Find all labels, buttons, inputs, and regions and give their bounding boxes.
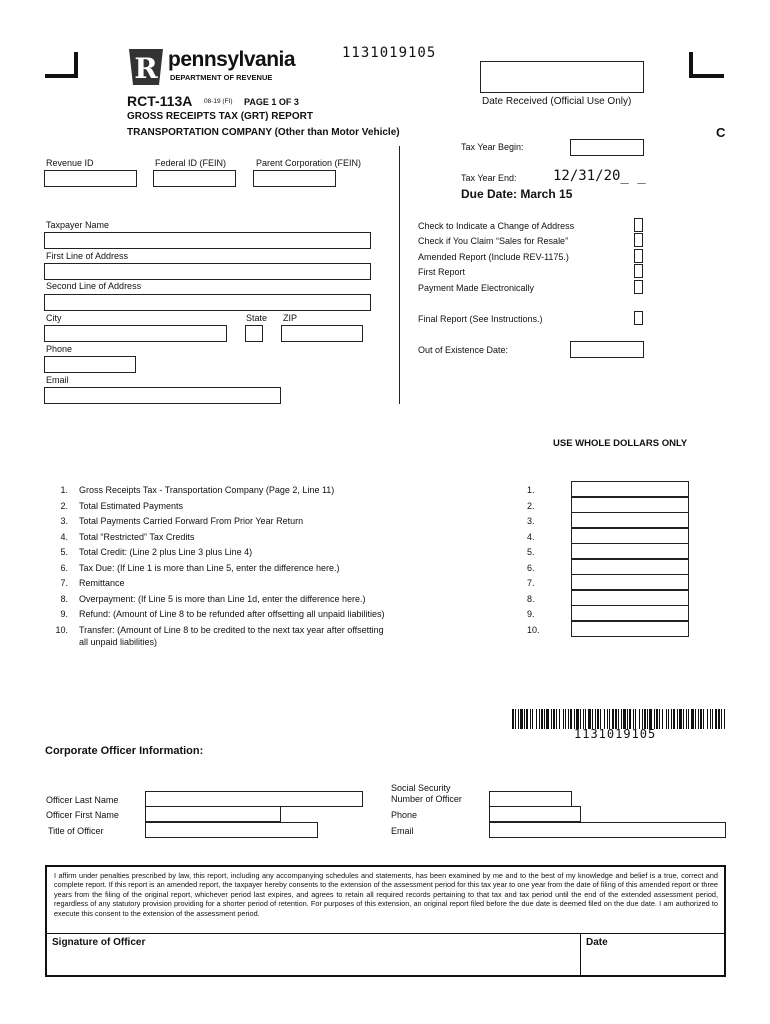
line-number: 5. xyxy=(60,547,68,557)
line-description: Total Payments Carried Forward From Prior Year Return xyxy=(79,516,304,526)
line-number: 6. xyxy=(60,562,68,573)
barcode-bar xyxy=(627,709,628,729)
date-field[interactable] xyxy=(583,951,722,973)
officer-last-label: Officer Last Name xyxy=(46,795,119,805)
barcode-number: 1131019105 xyxy=(574,727,657,741)
address2-input[interactable] xyxy=(44,294,371,311)
barcode-bar xyxy=(686,709,687,729)
taxpayer-name-input[interactable] xyxy=(44,232,371,249)
barcode-bar xyxy=(623,709,626,729)
tax-year-begin-label: Tax Year Begin: xyxy=(461,142,524,152)
line-description: Total Credit: (Line 2 plus Line 3 plus Line 4) xyxy=(79,547,253,557)
date-label: Date xyxy=(586,937,608,948)
section-divider xyxy=(399,146,400,404)
line-number-right: 10. xyxy=(527,624,540,635)
form-revision: 08-19 (FI) xyxy=(204,98,233,105)
phone-input[interactable] xyxy=(44,356,136,373)
parent-corp-input[interactable] xyxy=(253,170,336,187)
address1-label: First Line of Address xyxy=(46,251,129,261)
barcode-bar xyxy=(639,709,640,729)
address1-input[interactable] xyxy=(44,263,371,280)
barcode-bar xyxy=(512,709,514,729)
line-number-right: 4. xyxy=(527,531,535,542)
fein-label: Federal ID (FEIN) xyxy=(155,158,227,168)
line-number-right: 3. xyxy=(527,516,535,526)
line-amount-input[interactable] xyxy=(571,605,689,621)
barcode-bar xyxy=(588,709,591,729)
affirmation-signature-block xyxy=(45,865,726,977)
line-number: 9. xyxy=(60,609,68,619)
state-label: State xyxy=(246,313,268,323)
officer-heading: Corporate Officer Information: xyxy=(45,745,204,757)
checkbox-sales-resale[interactable] xyxy=(634,233,643,247)
address2-label: Second Line of Address xyxy=(46,281,142,291)
line-number-right: 1. xyxy=(527,485,535,495)
tax-year-end-value: 12/31/20_ _ xyxy=(553,168,646,184)
checkbox-amended[interactable] xyxy=(634,249,643,263)
officer-email-input[interactable] xyxy=(489,822,726,838)
ssn-input[interactable] xyxy=(489,791,572,807)
barcode-bar xyxy=(633,709,634,729)
barcode-bar xyxy=(530,709,531,729)
barcode-bar xyxy=(546,709,549,729)
barcode-bar xyxy=(580,709,581,729)
line-description: Overpayment: (If Line 5 is more than Line 1d, enter the difference here.) xyxy=(79,593,366,604)
checkbox-first-report[interactable] xyxy=(634,264,643,278)
officer-first-label: Officer First Name xyxy=(46,810,119,820)
barcode-bar xyxy=(683,709,684,729)
city-input[interactable] xyxy=(44,325,227,342)
barcode-bar xyxy=(563,709,564,729)
line-number-right: 8. xyxy=(527,593,535,604)
line-description: Remittance xyxy=(79,578,125,588)
officer-first-input[interactable] xyxy=(145,806,281,822)
line-description: Total Estimated Payments xyxy=(79,500,184,511)
affirmation-divider xyxy=(47,933,724,934)
line-amount-input[interactable] xyxy=(571,528,689,544)
email-label: Email xyxy=(46,375,69,385)
barcode-bar xyxy=(710,709,711,729)
line-number-right: 5. xyxy=(527,547,535,557)
barcode-bar xyxy=(541,709,543,729)
zip-label: ZIP xyxy=(283,313,298,323)
barcode-bar xyxy=(654,709,655,729)
final-report-label: Final Report (See Instructions.) xyxy=(418,314,543,324)
barcode-bar xyxy=(600,709,601,729)
corner-mark-left xyxy=(45,52,78,78)
line-number: 2. xyxy=(60,500,68,511)
line-amount-input[interactable] xyxy=(571,590,689,606)
line-description: Gross Receipts Tax - Transportation Company (Page 2, Line 11) xyxy=(79,485,335,495)
signature-date-divider xyxy=(580,933,581,975)
line-amount-input[interactable] xyxy=(571,512,689,528)
barcode-bar xyxy=(698,709,699,729)
line-description: Transfer: (Amount of Line 8 to be credited to the next tax year after offsetting xyxy=(79,624,384,635)
barcode-bar xyxy=(583,709,584,729)
check-label-amended: Amended Report (Include REV-1175.) xyxy=(418,252,569,262)
line-amount-input[interactable] xyxy=(571,574,689,590)
form-id: RCT-113A xyxy=(127,93,193,109)
line-number: 10. xyxy=(55,624,68,635)
barcode-bar xyxy=(597,709,599,729)
document-number: 1131019105 xyxy=(342,45,437,61)
officer-title-label: Title of Officer xyxy=(48,826,104,836)
check-label-electronic: Payment Made Electronically xyxy=(418,283,535,293)
barcode-bar xyxy=(656,709,658,729)
parent-corp-label: Parent Corporation (FEIN) xyxy=(256,158,362,168)
checkbox-address-change[interactable] xyxy=(634,218,643,232)
affirmation-text: I affirm under penalties prescribed by law, this report, including any accompanying schedules and statements, has been examined by me and to the best of my knowledge and belief is a true, correct and complete report. If this report is an amended report, the taxpayer hereby consents to the extension of the assessment period for this tax year to one year from the date of filing of this amended report or three years from the filing of the original report, whichever period last expires, and agrees to retain all required records pertaining to that tax and tax period until the end of the extended assessment period, regardless of any statutory provision providing for a shorter period of retention. For purposes of this extension, an original report filed before the due date is deemed filed on the due date. I am authorized to execute this consent to the extension of the assessment period. xyxy=(54,871,718,918)
city-label: City xyxy=(46,313,62,323)
line-amount-input[interactable] xyxy=(571,621,689,637)
phone-label: Phone xyxy=(46,344,73,354)
state-input[interactable] xyxy=(245,325,263,342)
due-date: Due Date: March 15 xyxy=(461,187,573,201)
line-number-right: 7. xyxy=(527,578,535,588)
zip-input[interactable] xyxy=(281,325,363,342)
barcode-bar xyxy=(556,709,557,729)
barcode-bar xyxy=(679,709,682,729)
checkbox-final-report[interactable] xyxy=(634,311,643,325)
barcode-bar xyxy=(568,709,569,729)
line-number: 1. xyxy=(60,485,68,495)
tax-year-end-label: Tax Year End: xyxy=(461,173,517,183)
barcode-bar xyxy=(688,709,689,729)
check-label-address-change: Check to Indicate a Change of Address xyxy=(418,221,575,231)
barcode-bar xyxy=(715,709,717,729)
barcode-bar xyxy=(595,709,596,729)
barcode-bar xyxy=(615,709,617,729)
date-received-label: Date Received (Official Use Only) xyxy=(482,96,632,107)
check-label-sales-resale: Check if You Claim “Sales for Resale” xyxy=(418,236,569,246)
barcode-bar xyxy=(673,709,675,729)
keystone-logo xyxy=(127,47,165,87)
barcode-bar xyxy=(662,709,663,729)
line-number-right: 6. xyxy=(527,562,535,573)
svg-text:R: R xyxy=(134,52,158,85)
barcode-bar xyxy=(612,709,614,729)
email-input[interactable] xyxy=(44,387,281,404)
brand-name: pennsylvania xyxy=(168,48,296,71)
barcode-bar xyxy=(721,709,722,729)
barcode-bar xyxy=(574,709,575,729)
barcode-bar xyxy=(592,709,593,729)
line-number: 8. xyxy=(60,593,68,604)
line-amount-input[interactable] xyxy=(571,543,689,559)
barcode-bar xyxy=(712,709,713,729)
barcode-bar xyxy=(724,709,725,729)
line-number-right: 9. xyxy=(527,609,535,619)
barcode-bar xyxy=(635,709,636,729)
tax-year-begin-input[interactable] xyxy=(570,139,644,156)
barcode-bar xyxy=(536,709,537,729)
whole-dollars-note: USE WHOLE DOLLARS ONLY xyxy=(553,438,688,449)
line-description-cont: all unpaid liabilities) xyxy=(79,636,158,647)
barcode-bar xyxy=(618,709,619,729)
signature-field[interactable] xyxy=(49,951,578,973)
officer-email-label: Email xyxy=(391,826,414,836)
barcode-bar xyxy=(659,709,660,729)
officer-last-input[interactable] xyxy=(145,791,363,807)
date-received-box xyxy=(480,61,644,93)
barcode-bar xyxy=(526,709,528,729)
form-title: GROSS RECEIPTS TAX (GRT) REPORT xyxy=(127,111,313,122)
line-number: 3. xyxy=(60,516,68,526)
barcode-bar xyxy=(707,709,708,729)
line-amount-input[interactable] xyxy=(571,559,689,575)
barcode-bar xyxy=(644,709,646,729)
barcode-bar xyxy=(551,709,552,729)
barcode-bar xyxy=(570,709,572,729)
barcode-bar xyxy=(544,709,545,729)
checkbox-electronic[interactable] xyxy=(634,280,643,294)
barcode-bar xyxy=(718,709,720,729)
barcode-bar xyxy=(668,709,669,729)
out-of-existence-label: Out of Existence Date: xyxy=(418,345,509,355)
taxpayer-name-label: Taxpayer Name xyxy=(46,220,110,230)
line-description: Tax Due: (If Line 1 is more than Line 5, enter the difference here.) xyxy=(79,562,340,573)
barcode-bar xyxy=(553,709,555,729)
signature-label: Signature of Officer xyxy=(52,937,146,948)
line-amount-input[interactable] xyxy=(571,481,689,497)
line-description: Total “Restricted” Tax Credits xyxy=(79,531,195,542)
barcode-bar xyxy=(691,709,694,729)
barcode-bar xyxy=(559,709,560,729)
barcode-bar xyxy=(565,709,566,729)
barcode-bar xyxy=(666,709,667,729)
barcode-bar xyxy=(700,709,702,729)
corner-mark-right xyxy=(689,52,724,78)
barcode-bar xyxy=(649,709,652,729)
out-of-existence-input[interactable] xyxy=(570,341,644,358)
barcode-bar xyxy=(520,709,523,729)
barcode-bar xyxy=(585,709,586,729)
barcode-bar xyxy=(604,709,605,729)
department-name: DEPARTMENT OF REVENUE xyxy=(170,73,273,82)
barcode-bar xyxy=(703,709,704,729)
side-letter: C xyxy=(716,125,726,140)
barcode-bar xyxy=(621,709,622,729)
barcode-bar xyxy=(671,709,672,729)
line-description: Refund: (Amount of Line 8 to be refunded after offsetting all unpaid liabilities) xyxy=(79,609,385,619)
line-number: 4. xyxy=(60,531,68,542)
barcode-bar xyxy=(576,709,579,729)
barcode-bar xyxy=(629,709,631,729)
line-amount-input[interactable] xyxy=(571,497,689,513)
barcode-bar xyxy=(532,709,533,729)
barcode-bar xyxy=(609,709,610,729)
ssn-label-1: Social Security xyxy=(391,783,451,793)
line-number: 7. xyxy=(60,578,68,588)
line-number-right: 2. xyxy=(527,500,535,511)
check-label-first-report: First Report xyxy=(418,267,466,277)
barcode-bar xyxy=(539,709,540,729)
ssn-label-2: Number of Officer xyxy=(391,794,462,804)
revenue-id-label: Revenue ID xyxy=(46,158,94,168)
revenue-id-input[interactable] xyxy=(44,170,137,187)
barcode-bar xyxy=(524,709,525,729)
officer-title-input[interactable] xyxy=(145,822,318,838)
fein-input[interactable] xyxy=(153,170,236,187)
barcode-bar xyxy=(518,709,519,729)
barcode-bar xyxy=(647,709,648,729)
barcode-bar xyxy=(515,709,516,729)
page-indicator: PAGE 1 OF 3 xyxy=(244,97,299,107)
barcode-bar xyxy=(695,709,696,729)
form-subtitle: TRANSPORTATION COMPANY (Other than Motor Vehicle) xyxy=(127,127,400,138)
officer-phone-input[interactable] xyxy=(489,806,581,822)
barcode-bar xyxy=(607,709,608,729)
officer-phone-label: Phone xyxy=(391,810,418,820)
barcode-bar xyxy=(677,709,678,729)
barcode-bar xyxy=(642,709,643,729)
